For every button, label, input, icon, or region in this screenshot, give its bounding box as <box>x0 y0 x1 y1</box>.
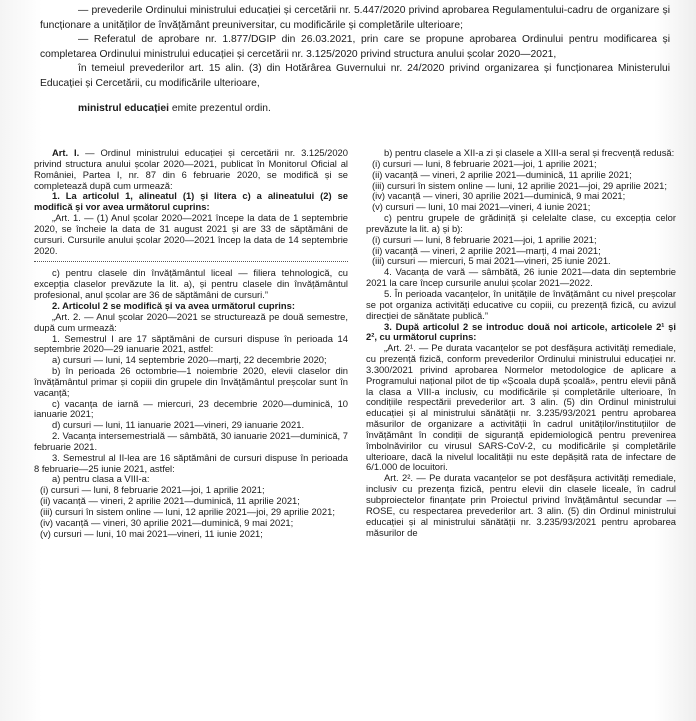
list-item: (ii) vacanță — vineri, 2 aprilie 2021—duminică, 11 aprilie 2021; <box>40 495 300 507</box>
preamble-paragraph: — Referatul de aprobare nr. 1.877/DGIP din 26.03.2021, prin care se propune aprobarea Ordinului pentru modificarea și completarea Ordinului ministrului educației și cercetării nr. 3.125/2020 privind structura anului școlar 2020—2021, <box>40 34 670 60</box>
paragraph: 2. Vacanța intersemestrială — sâmbătă, 30 ianuarie 2021—duminică, 7 februarie 2021. <box>34 430 348 452</box>
paragraph: a) cursuri — luni, 14 septembrie 2020—marți, 22 decembrie 2020; <box>52 354 327 366</box>
paragraph: a) pentru clasa a VIII-a: <box>52 473 150 485</box>
list-item: (iii) cursuri în sistem online — luni, 12 aprilie 2021—joi, 29 aprilie 2021; <box>40 506 335 517</box>
list-item: (i) cursuri — luni, 8 februarie 2021—joi, 1 aprilie 2021; <box>372 157 597 169</box>
paragraph: d) cursuri — luni, 11 ianuarie 2021—vineri, 29 ianuarie 2021. <box>52 419 305 431</box>
paragraph: 4. Vacanța de vară — sâmbătă, 26 iunie 2021—data din septembrie 2021 la care încep cursurile anului școlar 2021—2022. <box>366 266 676 289</box>
paragraph: b) în perioada 26 octombrie—1 noiembrie 2020, elevii claselor din învățământul primar și copiii din grupele din învățământul preșcolar sunt în vacanță; <box>34 365 348 398</box>
amendment-heading: 3. După articolul 2 se introduc două noi articole, articolele 2¹ și 2², cu următorul cuprins: <box>366 320 676 343</box>
paragraph: b) pentru clasele a XII-a zi și clasele a XIII-a seral și frecvență redusă: <box>384 147 675 158</box>
article-1-intro <box>34 148 348 191</box>
amendment-heading: 2. Articolul 2 se modifică și va avea următorul cuprins: <box>52 299 295 311</box>
list-item: (v) cursuri — luni, 10 mai 2021—vineri, 11 iunie 2021; <box>40 527 263 539</box>
quoted-article: Art. 2². — Pe durata vacanțelor se pot desfășura activități remediale, inclusiv cu prezența fizică, pentru elevii din clasele liceale, în cadrul subproiectelor finanțate prin Proiectul privind învățământul secundar — ROSE, cu respectarea prevederilor art. 3 alin. (5) din Ordinul ministrului educației și al ministrului sănătății nr. 3.235/93/2021 pentru aprobarea măsurilor de <box>366 472 676 538</box>
paragraph: c) vacanța de iarnă — miercuri, 23 decembrie 2020—duminică, 10 ianuarie 2021; <box>34 397 348 420</box>
list-item: (ii) vacanță — vineri, 2 aprilie 2021—duminică, 11 aprilie 2021; <box>372 168 632 180</box>
list-item: (iii) cursuri în sistem online — luni, 12 aprilie 2021—joi, 29 aprilie 2021; <box>372 179 667 191</box>
list-item: (iv) vacanță — vineri, 30 aprilie 2021—duminică, 9 mai 2021; <box>40 516 294 528</box>
article-text: — Ordinul ministrului educației și cercetării nr. 3.125/2020 privind structura anului școlar 2020—2021, publicat în Monitorul Oficial al României, Partea I, nr. 87 din 6 februarie 2020, se modifică și se completează după cum urmează: <box>34 147 348 191</box>
quoted-article: „Art. 2¹. — Pe durata vacanțelor se pot desfășura activități remediale, cu prezență fizică, conform prevederilor Ordinului ministrului educației nr. 3.300/2021 privind aprobarea Normelor metodologice de aplicare a Programului național pilot de tip «Școala după școală», pentru elevii până la clasa a VIII-a inclusiv, cu modificările și completările ulterioare, în condițiile respectării prevederilor art. 3 alin. (5) din Ordinul ministrului educației și al ministrului sănătății nr. 3.235/93/2021 pentru aprobarea măsurilor de organizare a activității în cadrul unităților/instituțiilor de învățământ în condiții de siguranță epidemiologică pentru prevenirea îmbolnăvirilor cu virusul SARS-CoV-2, cu modificările și completările ulterioare, dacă la nivelul localității nu este depășită rata de infectare de 6/1.000 de locuitori. <box>366 342 676 473</box>
preamble-paragraph: — prevederile Ordinului ministrului educației și cercetării nr. 5.447/2020 privind aprobarea Regulamentului-cadru de organizare și funcționare a unităților de învățământ preuniversitar, cu modificările și completările ulterioare; <box>40 5 670 31</box>
amendment-heading: 1. La articolul 1, alineatul (1) și litera c) a alineatului (2) se modifică și vor avea următorul cuprins: <box>34 190 348 213</box>
quoted-article: „Art. 1. — (1) Anul școlar 2020—2021 începe la data de 1 septembrie 2020, se încheie la data de 31 august 2021 și are 33 de săptămâni de cursuri. Cursurile anului școlar 2020—2021 încep la data de 14 septembrie 2020. <box>34 212 348 256</box>
enacting-formula <box>40 102 670 117</box>
left-column <box>34 148 348 540</box>
paragraph: 1. Semestrul I are 17 săptămâni de cursuri dispuse în perioada 14 septembrie 2020—29 ianuarie 2021, astfel: <box>34 332 348 355</box>
quoted-article: „Art. 2. — Anul școlar 2020—2021 se structurează pe două semestre, după cum urmează: <box>34 310 348 333</box>
paragraph: c) pentru clasele din învățământul liceal — filiera tehnologică, cu excepția claselor prevăzute la lit. a), și pentru clasele din învățământul profesional, anul școlar are 36 de săptămâni de cursuri.” <box>34 267 348 301</box>
list-item: (iii) cursuri — miercuri, 5 mai 2021—vineri, 25 iunie 2021. <box>372 255 611 267</box>
enacting-text: emite prezentul ordin. <box>168 102 271 114</box>
right-column <box>366 148 676 538</box>
preamble-paragraph: în temeiul prevederilor art. 15 alin. (3) din Hotărârea Guvernului nr. 24/2020 privind organizarea și funcționarea Ministerului Educației și Cercetării, cu modificările ulterioare, <box>40 63 670 89</box>
list-item: (ii) vacanță — vineri, 2 aprilie 2021—marți, 4 mai 2021; <box>372 244 601 256</box>
preamble <box>40 4 670 116</box>
list-item: (i) cursuri — luni, 8 februarie 2021—joi, 1 aprilie 2021; <box>372 233 597 245</box>
list-item: (iv) vacanță — vineri, 30 aprilie 2021—duminică, 9 mai 2021; <box>372 190 626 202</box>
list-item: (v) cursuri — luni, 10 mai 2021—vineri, 4 iunie 2021; <box>372 201 591 213</box>
enacting-authority: ministrul educației <box>78 102 169 114</box>
paragraph: c) pentru grupele de grădiniță și celelalte clase, cu excepția celor prevăzute la lit. a) și b): <box>366 212 676 234</box>
list-item: (i) cursuri — luni, 8 februarie 2021—joi, 1 aprilie 2021; <box>40 484 265 496</box>
article-label: Art. I. <box>52 147 80 158</box>
omission-divider <box>34 261 348 262</box>
paragraph: 5. În perioada vacanțelor, în unitățile de învățământ cu nivel preșcolar se pot organiza activități educative cu copiii, cu prezență fizică, cu avizul direcției de sănătate publică.” <box>366 287 676 321</box>
paragraph: 3. Semestrul al II-lea are 16 săptămâni de cursuri dispuse în perioada 8 februarie—25 iunie 2021, astfel: <box>34 451 348 474</box>
